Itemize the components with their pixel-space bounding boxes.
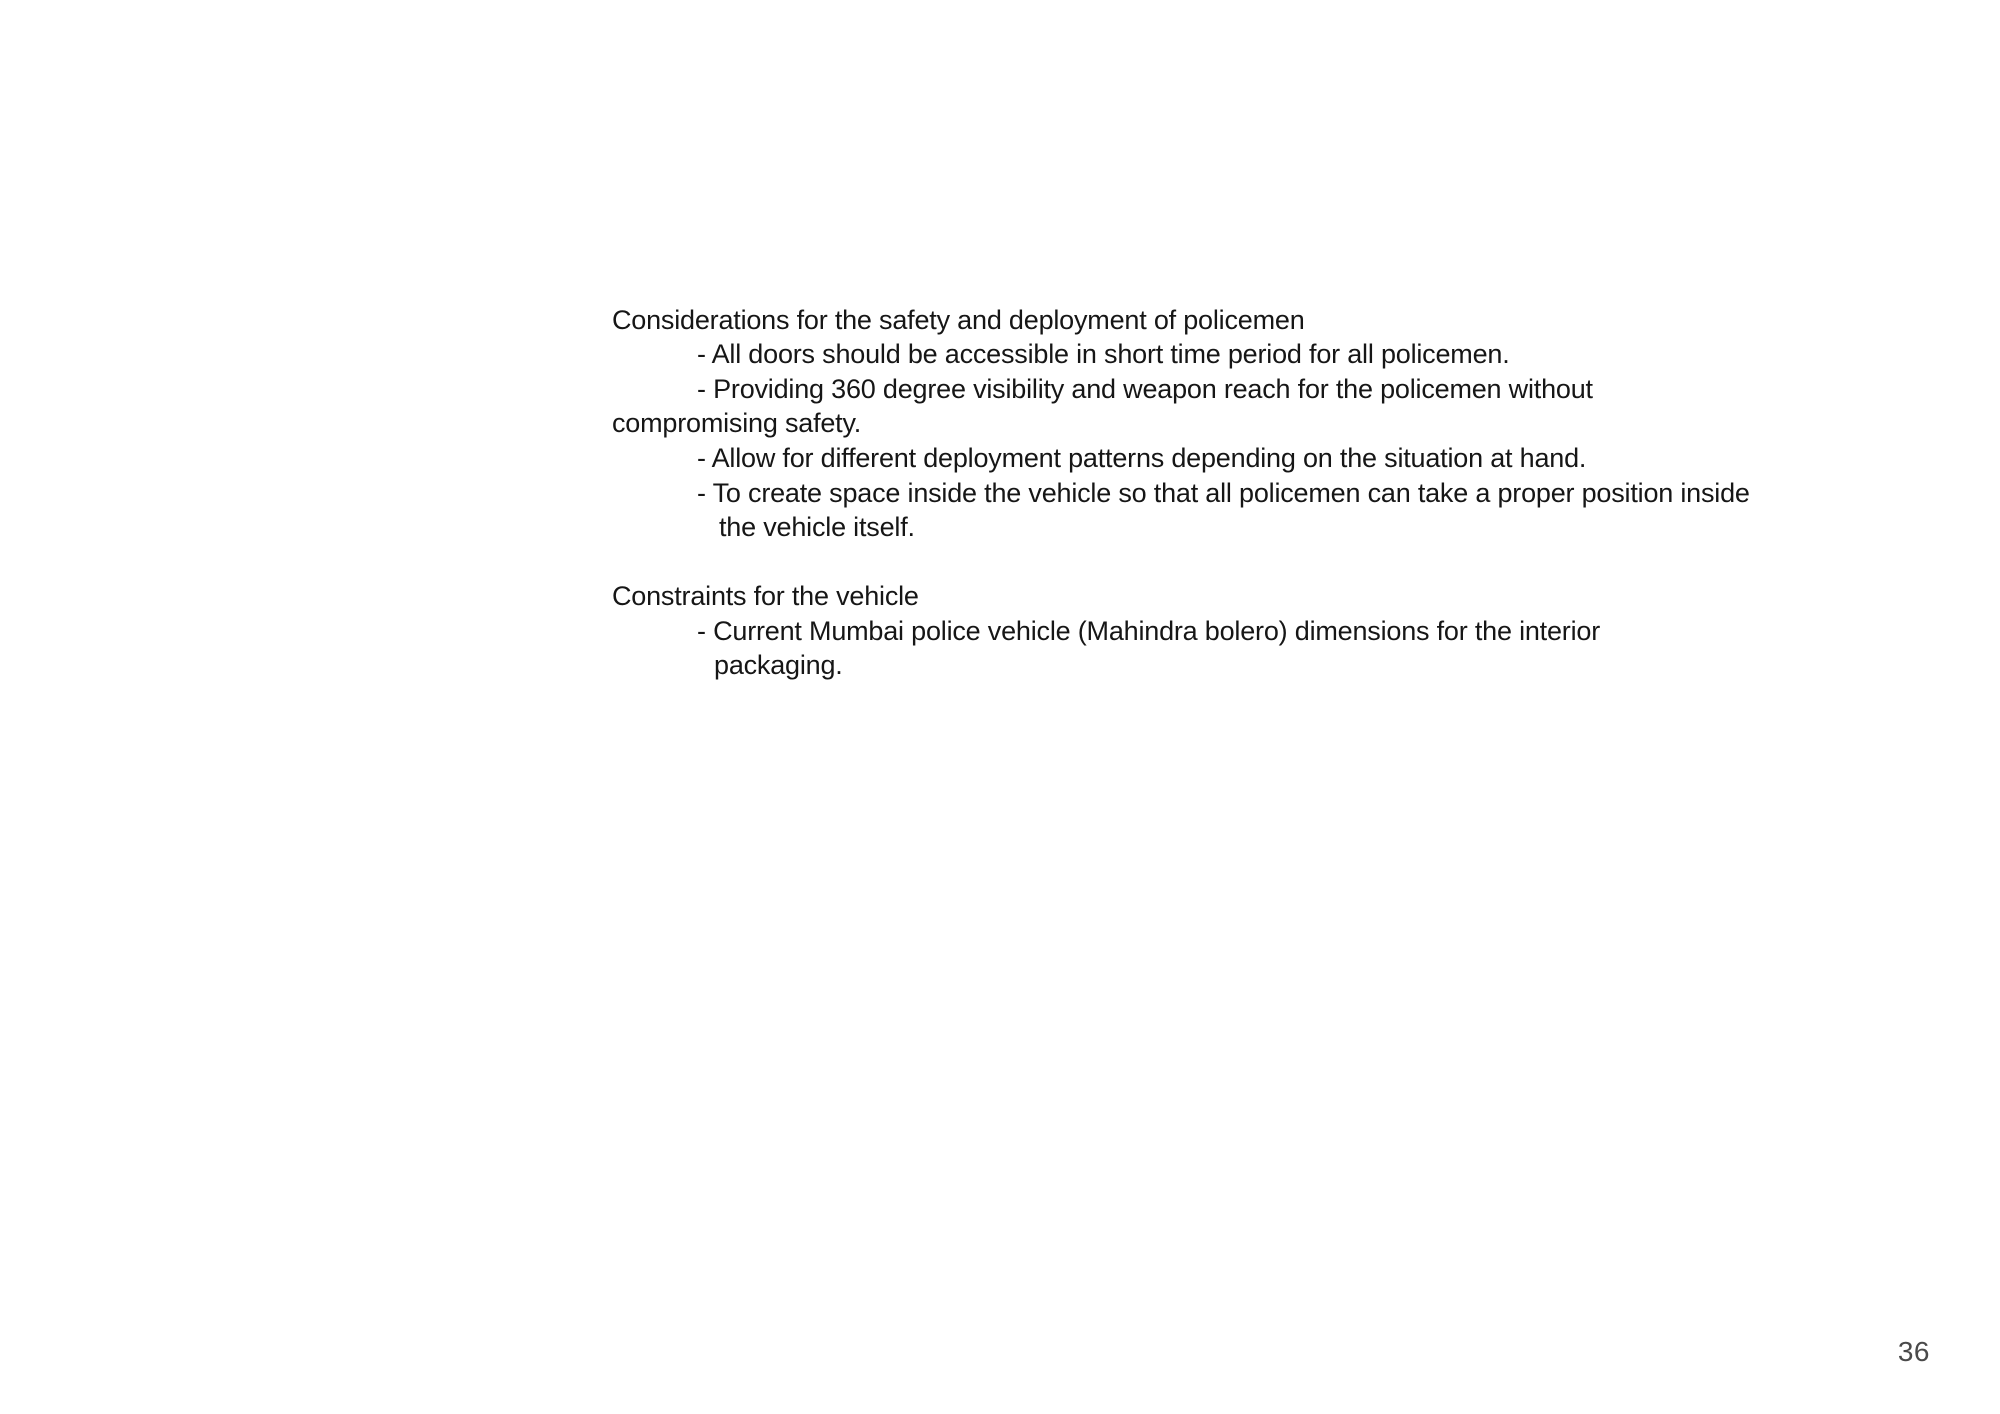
constraints-line-1-continued: packaging. <box>714 650 843 680</box>
considerations-line-3: - Allow for different deployment patterns depending on the situation at hand. <box>697 443 1587 473</box>
constraints-line-1: - Current Mumbai police vehicle (Mahindra bolero) dimensions for the interior <box>697 616 1600 646</box>
constraints-heading: Constraints for the vehicle <box>612 581 919 611</box>
considerations-line-1: - All doors should be accessible in short time period for all policemen. <box>697 339 1510 369</box>
considerations-line-4-continued: the vehicle itself. <box>719 512 915 542</box>
page-number: 36 <box>1897 1336 1930 1367</box>
considerations-line-4: - To create space inside the vehicle so that all policemen can take a proper position inside <box>697 478 1750 508</box>
considerations-line-2-continued: compromising safety. <box>612 408 862 438</box>
considerations-heading: Considerations for the safety and deployment of policemen <box>612 305 1305 335</box>
considerations-line-2: - Providing 360 degree visibility and weapon reach for the policemen without <box>697 374 1593 404</box>
